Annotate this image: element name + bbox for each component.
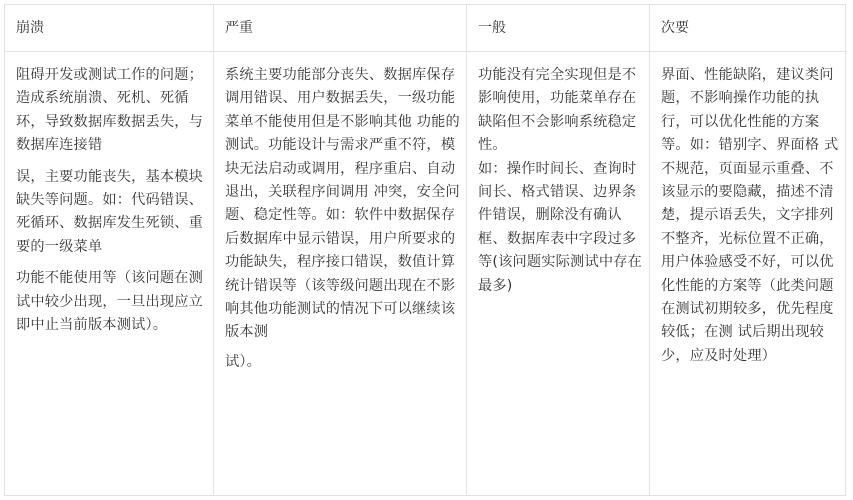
cell-severe-text-2: 试）。: [225, 353, 262, 370]
header-normal: 一般: [467, 5, 649, 52]
cell-critical-text-3: 功能不能使用等（该问题在测试中较少出现，一旦出现应立即中止当前版本测试）。: [16, 270, 204, 334]
severity-table: [4, 4, 846, 496]
cell-critical: [5, 52, 213, 337]
header-critical: 崩溃: [5, 5, 213, 52]
column-minor: [649, 5, 847, 495]
column-normal: [466, 5, 649, 495]
column-critical: [5, 5, 213, 495]
cell-critical-text-1: 阻碍开发或测试工作的问题；造成系统崩溃、死机、死循环，导致数据库数据丢失，与数据库连接错: [16, 67, 204, 154]
header-severe: 严重: [214, 5, 466, 52]
cell-minor: [650, 52, 847, 368]
cell-severe-text-1: 系统主要功能部分丧失、数据库保存调用错误、用户数据丢失，一级功能菜单不能使用但是不影响其他 功能的测试。功能设计与需求严重不符，模块无法启动或调用，程序重启、自动退出，关联程序间调用 冲突，安全问题、稳定性等。如：软件中数据保存后数据库中显示错误，用户所要求的功能缺失，程序接口错误，数值计算统计错误等（该等级问题出现在不影响其他功能测试的情况下可以继续该版本测: [225, 67, 460, 341]
cell-severe: [214, 52, 466, 374]
cell-normal-text-2: 如：操作时间长、查询时间长、格式错误、边界条件错误，删除没有确认框、数据库表中字段过多等(该问题实际测试中存在最多): [478, 160, 642, 294]
header-minor: 次要: [650, 5, 847, 52]
cell-minor-text-1: 界面、性能缺陷，建议类问题，不影响操作功能的执行，可以优化性能的方案等。如：错别字、界面格 式不规范，页面显示重叠、不该显示的要隐藏，描述不清楚，提示语丢失，文字排列不整齐，光标位置不正确，用户体验感受不好，可以优化性能的方案等（此类问题在测试初期较多，优先程度较低；在测 试后期出现较少，应及时处理）: [661, 67, 839, 364]
cell-critical-text-2: 误，主要功能丧失，基本模块缺失等问题。如：代码错误、死循环、数据库发生死锁、重要的一级菜单: [16, 168, 204, 255]
cell-normal-text-1: 功能没有完全实现但是不影响使用，功能菜单存在缺陷但不会影响系统稳定性。: [478, 67, 637, 154]
cell-normal: [467, 52, 649, 298]
column-severe: [213, 5, 466, 495]
